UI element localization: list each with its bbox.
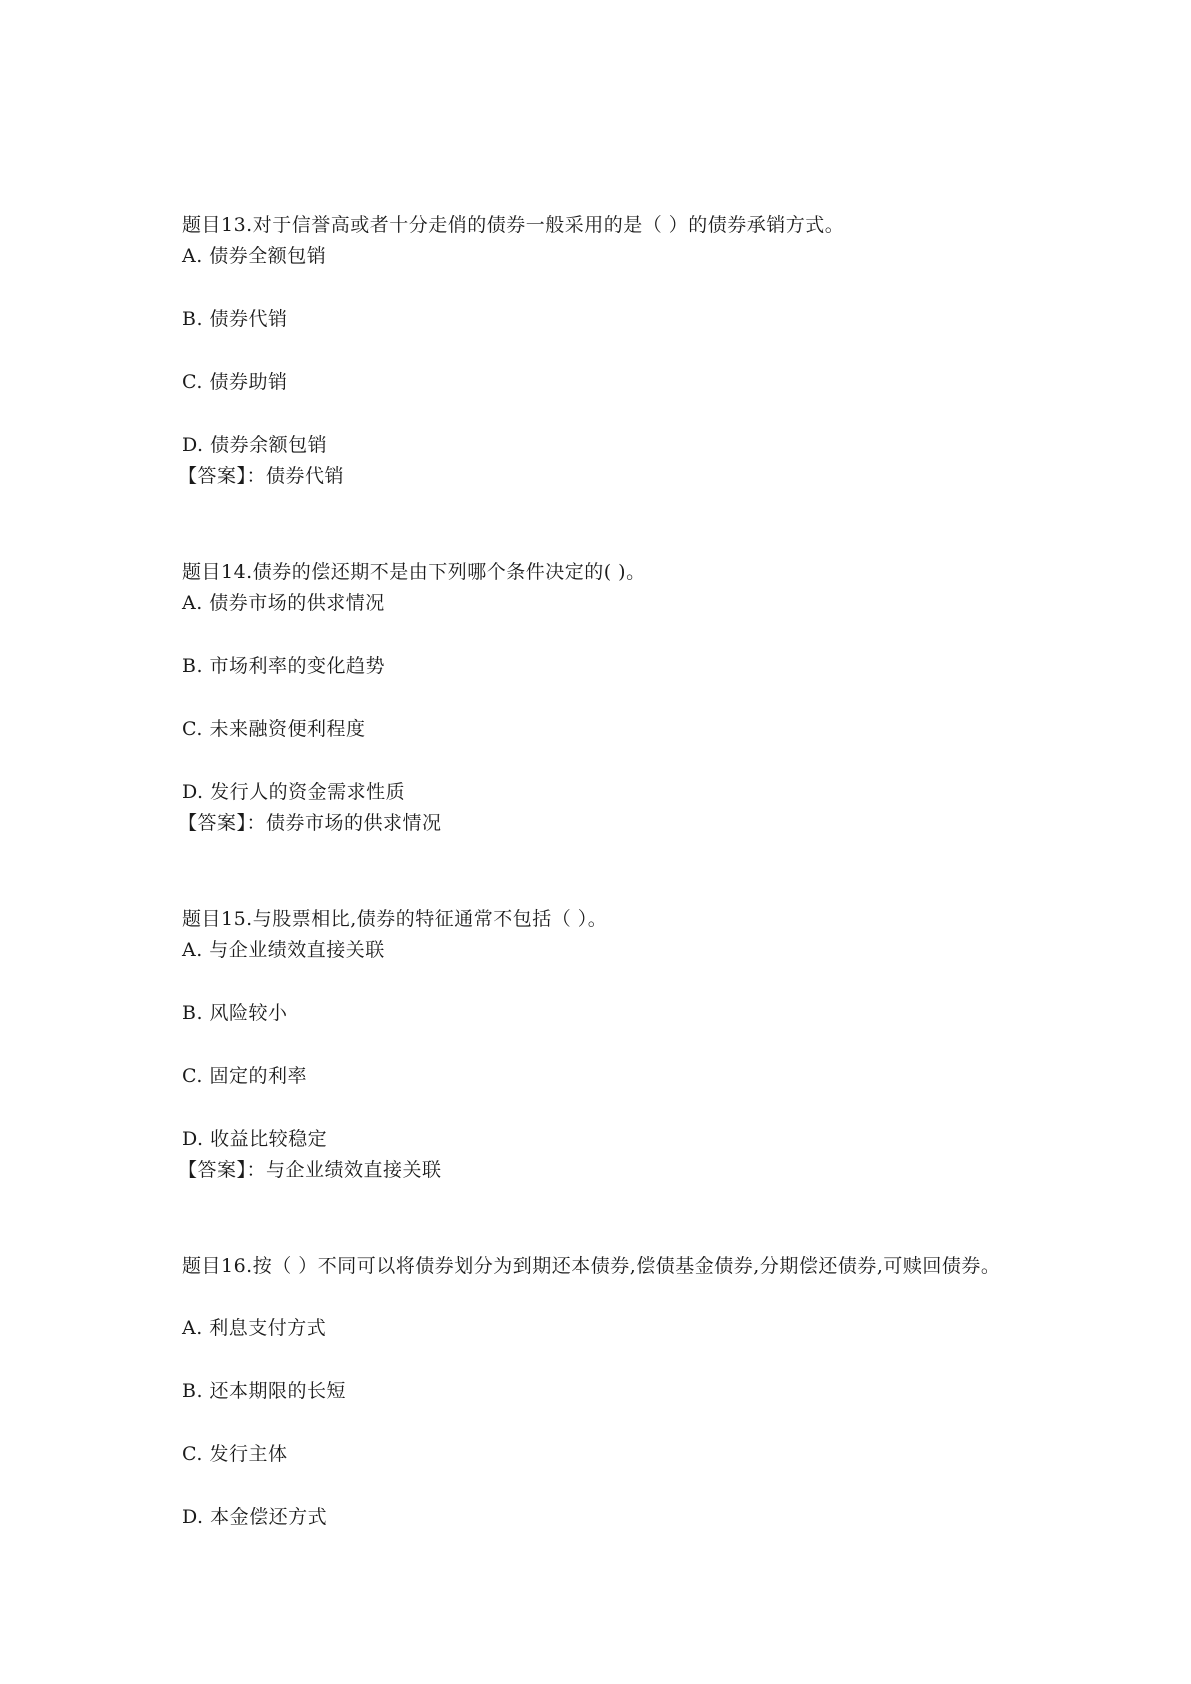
question-14-option-d: D. 发行人的资金需求性质 bbox=[182, 781, 406, 803]
question-14-answer: 【答案】：债券市场的供求情况 bbox=[178, 812, 442, 834]
question-15-option-d: D. 收益比较稳定 bbox=[182, 1128, 328, 1150]
question-14-stem: 题目14.债券的偿还期不是由下列哪个条件决定的( )。 bbox=[182, 561, 646, 583]
question-16-option-d: D. 本金偿还方式 bbox=[182, 1506, 328, 1528]
question-16-option-a: A. 利息支付方式 bbox=[182, 1317, 327, 1339]
question-13-option-c: C. 债券助销 bbox=[182, 371, 288, 393]
question-16-option-b: B. 还本期限的长短 bbox=[182, 1380, 347, 1402]
question-15-option-a: A. 与企业绩效直接关联 bbox=[182, 939, 385, 961]
question-13-option-b: B. 债券代销 bbox=[182, 308, 288, 330]
question-13-option-d: D. 债券余额包销 bbox=[182, 434, 328, 456]
question-14-option-a: A. 债券市场的供求情况 bbox=[182, 592, 385, 614]
question-15-answer: 【答案】：与企业绩效直接关联 bbox=[178, 1159, 442, 1181]
question-16-stem: 题目16.按（ ）不同可以将债券划分为到期还本债券,偿债基金债券,分期偿还债券,可赎回债券。 bbox=[182, 1255, 1001, 1277]
question-14-option-b: B. 市场利率的变化趋势 bbox=[182, 655, 386, 677]
question-13-answer: 【答案】：债券代销 bbox=[178, 465, 345, 487]
question-13-stem: 题目13.对于信誉高或者十分走俏的债券一般采用的是（ ）的债券承销方式。 bbox=[182, 214, 845, 236]
question-16-option-c: C. 发行主体 bbox=[182, 1443, 288, 1465]
question-13-option-a: A. 债券全额包销 bbox=[182, 245, 327, 267]
question-15-stem: 题目15.与股票相比,债券的特征通常不包括（ ）。 bbox=[182, 908, 608, 930]
question-15-option-b: B. 风险较小 bbox=[182, 1002, 288, 1024]
question-15-option-c: C. 固定的利率 bbox=[182, 1065, 307, 1087]
question-14-option-c: C. 未来融资便利程度 bbox=[182, 718, 366, 740]
